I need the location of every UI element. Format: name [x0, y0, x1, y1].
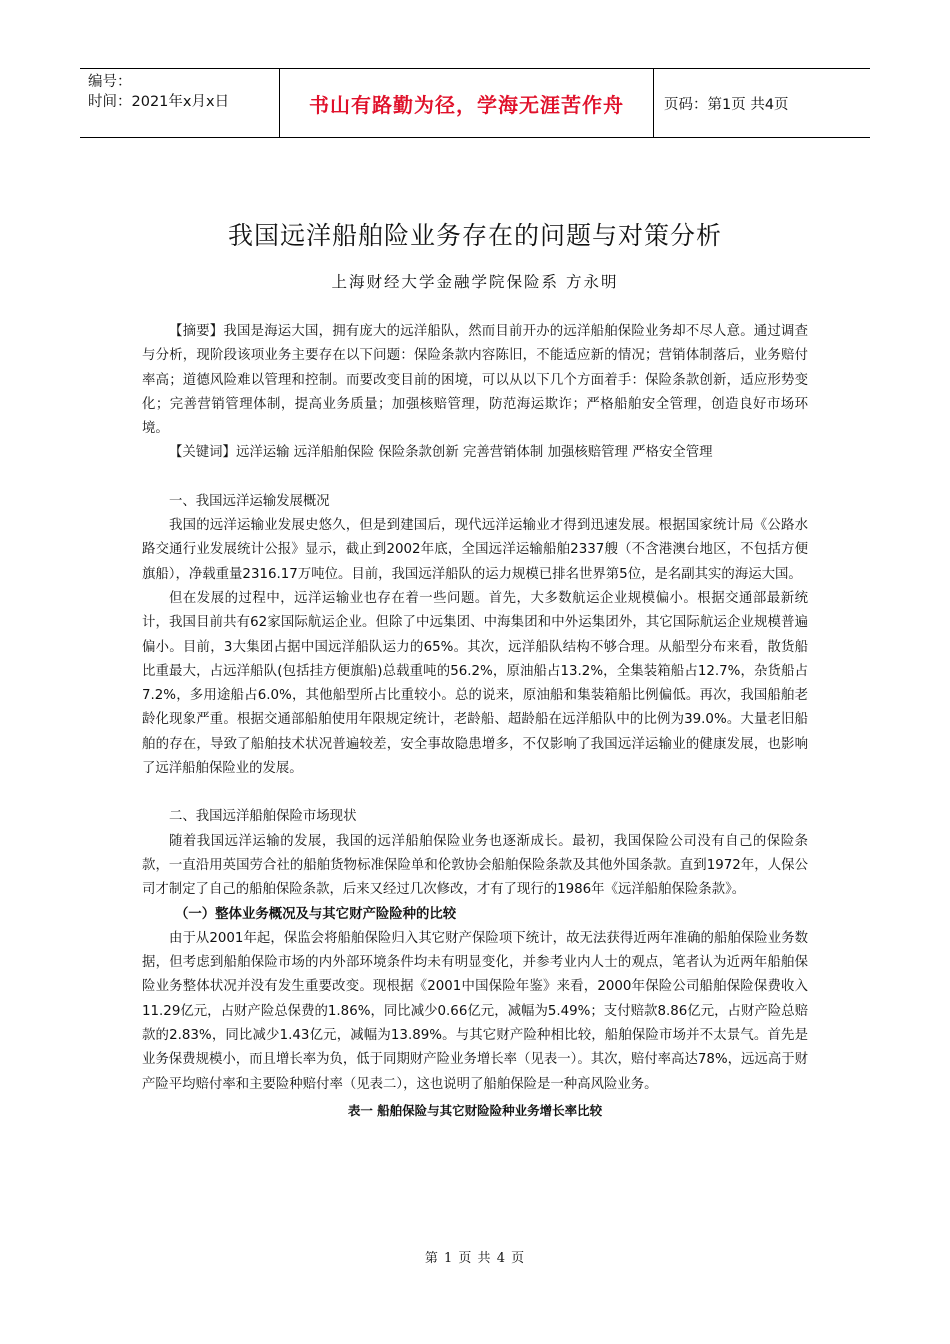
page-header-table: [80, 68, 870, 138]
header-page-info: 页码：第1页 共4页: [664, 96, 789, 113]
header-motto: 书山有路勤为径，学海无涯苦作舟: [280, 69, 654, 137]
page-footer: 第 1 页 共 4 页: [424, 1251, 526, 1266]
header-left-cell: [80, 69, 280, 137]
document-date-label: 时间：2021年x月x日: [88, 94, 230, 110]
document-author: 上海财经大学金融学院保险系 方永明: [331, 273, 619, 291]
document-title: 我国远洋船舶险业务存在的问题与对策分析: [227, 221, 722, 250]
section-2-subheading: （一）整体业务概况及与其它财产险险种的比较: [175, 906, 457, 922]
document-number-label: 编号：: [88, 74, 132, 90]
table-1-caption: 表一 船舶保险与其它财险险种业务增长率比较: [347, 1102, 603, 1118]
abstract-paragraph: 【摘要】我国是海运大国，拥有庞大的远洋船队，然而目前开办的远洋船舶保险业务却不尽人意。通过调查与分析，现阶段该项业务主要存在以下问题：保险条款内容陈旧，不能适应新的情况；营销体制落后，业务赔付率高；道德风险难以管理和控制。而要改变目前的困境，可以从以下几个方面着手：保险条款创新，适应形势变化；完善营销管理体制，提高业务质量；加强核赔管理，防范海运欺诈；严格船舶安全管理，创造良好市场环境。: [142, 324, 808, 437]
section-2-heading: 二、我国远洋船舶保险市场现状: [169, 809, 357, 825]
keywords-paragraph: 【关键词】远洋运输 远洋船舶保险 保险条款创新 完善营销体制 加强核赔管理 严格安全管理: [169, 445, 713, 461]
document-body: [142, 320, 808, 1123]
section-1-paragraph-1: 我国的远洋运输业发展史悠久，但是到建国后，现代远洋运输业才得到迅速发展。根据国家统计局《公路水路交通行业发展统计公报》显示，截止到2002年底，全国远洋运输船舶2337艘（不含港澳台地区，不包括方便旗船），净载重量2316.17万吨位。目前，我国远洋船队的运力规模已排名世界第5位，是名副其实的海运大国。: [142, 518, 808, 582]
section-2-paragraph-2: 由于从2001年起，保监会将船舶保险归入其它财产保险项下统计，故无法获得近两年准确的船舶保险业务数据，但考虑到船舶保险市场的内外部环境条件均未有明显变化，并参考业内人士的观点，笔者认为近两年船舶保险业务整体状况并没有发生重要改变。现根据《2001中国保险年鉴》来看，2000年保险公司船舶保险保费收入11.29亿元，占财产险总保费的1.86%，同比减少0.66亿元，减幅为5.49%；支付赔款8.86亿元，占财产险总赔款的2.83%，同比减少1.43亿元，减幅为13.89%。与其它财产险种相比较，船舶保险市场并不太景气。首先是业务保费规模小，而且增长率为负，低于同期财产险业务增长率（见表一）。其次，赔付率高达78%，远远高于财产险平均赔付率和主要险种赔付率（见表二），这也说明了船舶保险是一种高风险业务。: [142, 930, 808, 1092]
section-1-heading: 一、我国远洋运输发展概况: [169, 493, 330, 509]
section-2-paragraph-1: 随着我国远洋运输的发展，我国的远洋船舶保险业务也逐渐成长。最初，我国保险公司没有自己的保险条款，一直沿用英国劳合社的船舶货物标准保险单和伦敦协会船舶保险条款及其他外国条款。直到1972年，人保公司才制定了自己的船舶保险条款，后来又经过几次修改，才有了现行的1986年《远洋船舶保险条款》。: [142, 833, 808, 898]
section-1-paragraph-2: 但在发展的过程中，远洋运输业也存在着一些问题。首先，大多数航运企业规模偏小。根据交通部最新统计，我国目前共有62家国际航运企业。但除了中远集团、中海集团和中外运集团外，其它国际航运企业规模普遍偏小。目前，3大集团占据中国远洋船队运力的65%。其次，远洋船队结构不够合理。从船型分布来看，散货船比重最大，占远洋船队(包括挂方便旗船)总载重吨的56.2%，原油船占13.2%，全集装箱船占12.7%，杂货船占7.2%，多用途船占6.0%，其他船型所占比重较小。总的说来，原油船和集装箱船比例偏低。再次，我国船舶老龄化现象严重。根据交通部船舶使用年限规定统计，老龄船、超龄船在远洋船队中的比例为39.0%。大量老旧船舶的存在，导致了船舶技术状况普遍较差，安全事故隐患增多，不仅影响了我国远洋运输业的健康发展，也影响了远洋船舶保险业的发展。: [142, 590, 808, 777]
